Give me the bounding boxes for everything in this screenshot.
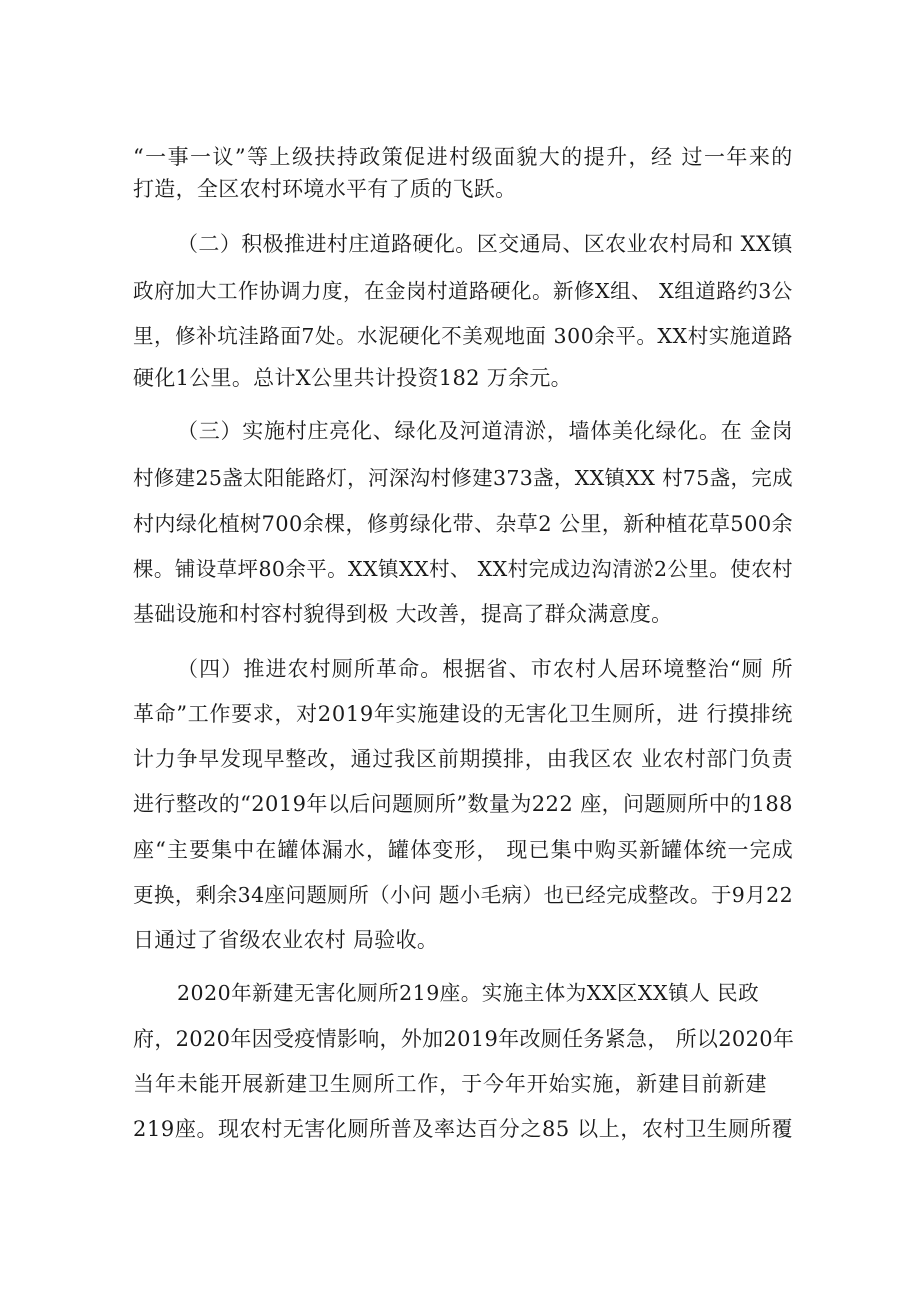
paragraph-heading-2: （ 二 ） 积 极 推 进 村 庄 道 路 硬 化 。 区 交 通 局 、 区 农 业 农 村 局 和 X X 镇: [177, 232, 793, 256]
text-line: 基础设施和村容村貌得到极 大改善，提高了群众满意度。: [133, 602, 673, 626]
paragraph-2020: 2 0 2 0 年 新 建 无 害 化 厕 所 2 1 9 座 。 实 施 主 体 为 X X 区 X X 镇 人 民 政: [177, 981, 759, 1005]
text-line: 打造，全区农村环境水平有了质的飞跃。: [133, 177, 517, 201]
text-line: 革 命 ” 工 作 要 求 ， 对 2 0 1 9 年 实 施 建 设 的 无 害 化 卫 生 厕 所 ， 进 行 摸 排 统: [133, 702, 793, 726]
paragraph-heading-4: （ 四 ） 推 进 农 村 厕 所 革 命 。 根 据 省 、 市 农 村 人 居 环 境 整 治 “ 厕 所: [177, 657, 793, 681]
text-line: 计 力 争 早 发 现 早 整 改 ， 通 过 我 区 前 期 摸 排 ， 由 我 区 农 业 农 村 部 门 负 责: [133, 747, 793, 771]
text-line: 棵 。 铺 设 草 坪 8 0 余 平 。 X X 镇 X X 村 、 X X 村 完 成 边 沟 清 淤 2 公 里 。 使 农 村: [133, 557, 793, 581]
text-line: 府 ， 2 0 2 0 年 因 受 疫 情 影 响 ， 外 加 2 0 1 9 年 改 厕 任 务 紧 急 ， 所 以 2 0 2 0 年: [133, 1027, 795, 1051]
text-line: 进 行 整 改 的 “ 2 0 1 9 年 以 后 问 题 厕 所 ” 数 量 为 2 2 2 座 ， 问 题 厕 所 中 的 1 8 8: [133, 792, 793, 816]
text-line: 2 1 9 座 。 现 农 村 无 害 化 厕 所 普 及 率 达 百 分 之 8 5 以 上 ， 农 村 卫 生 厕 所 覆: [133, 1117, 793, 1141]
text-line: 更 换 ， 剩 余 3 4 座 问 题 厕 所 （ 小 问 题 小 毛 病 ） 也 已 经 完 成 整 改 。 于 9 月 2 2: [133, 883, 793, 907]
text-line: 座 “ 主 要 集 中 在 罐 体 漏 水 ， 罐 体 变 形 ， 现 已 集 中 购 买 新 罐 体 统 一 完 成: [133, 838, 793, 862]
text-line: 村 内 绿 化 植 树 7 0 0 余 棵 ， 修 剪 绿 化 带 、 杂 草 2 公 里 ， 新 种 植 花 草 5 0 0 余: [133, 512, 793, 536]
text-line: 硬化1公里。总计X公里共计投资182 万余元。: [133, 366, 572, 390]
text-line: 日通过了省级农业农村 局验收。: [133, 928, 439, 952]
text-line: 当 年 未 能 开 展 新 建 卫 生 厕 所 工 作 ， 于 今 年 开 始 实 施 ， 新 建 目 前 新 建: [133, 1072, 767, 1096]
text-line: 政 府 加 大 工 作 协 调 力 度 ， 在 金 岗 村 道 路 硬 化 。 新 修 X 组 、 X 组 道 路 约 3 公: [133, 279, 793, 303]
paragraph-heading-3: （ 三 ） 实 施 村 庄 亮 化 、 绿 化 及 河 道 清 淤 ， 墙 体 美 化 绿 化 。 在 金 岗: [177, 419, 793, 443]
text-line: “ 一 事 一 议 ” 等 上 级 扶 持 政 策 促 进 村 级 面 貌 大 的 提 升 ， 经 过 一 年 来 的: [133, 145, 793, 169]
text-line: 里 ， 修 补 坑 洼 路 面 7 处 。 水 泥 硬 化 不 美 观 地 面 3 0 0 余 平 。 X X 村 实 施 道 路: [133, 324, 793, 348]
text-line: 村 修 建 2 5 盏 太 阳 能 路 灯 ， 河 深 沟 村 修 建 3 7 3 盏 ， X X 镇 X X 村 7 5 盏 ， 完 成: [133, 466, 793, 490]
